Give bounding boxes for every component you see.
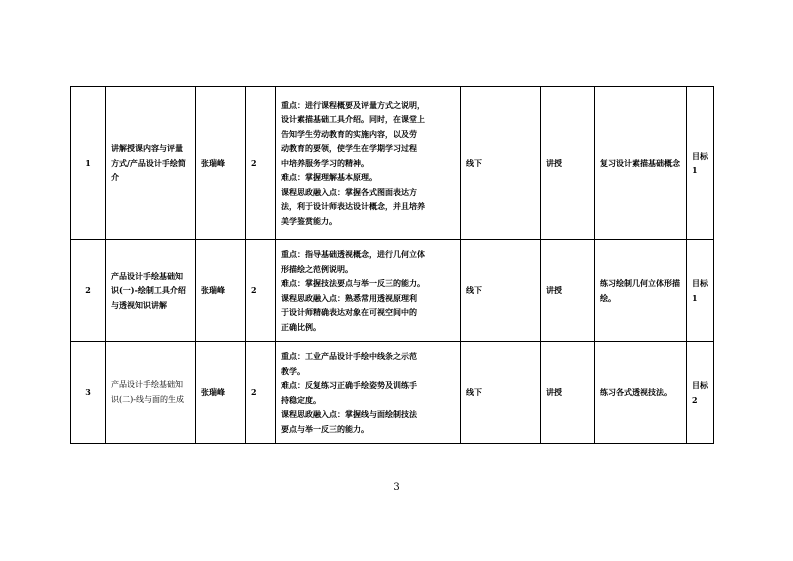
content-line: 中培养服务学习的精神。 — [281, 157, 369, 168]
page-number: 3 — [393, 482, 400, 493]
course-goal: 目标2 — [687, 342, 714, 444]
content-line: 课程思政融入点：掌握各式图面表达方 — [281, 186, 417, 197]
teaching-mode: 线下 — [461, 87, 541, 240]
lesson-title: 产品设计手绘基础知识(一)-绘制工具介绍与透视知识讲解 — [106, 240, 196, 342]
content-line: 重点：进行课程概要及评量方式之说明， — [281, 99, 425, 110]
lesson-content — [276, 87, 461, 240]
content-line: 设计素描基础工具介绍。同时，在课堂上 — [281, 114, 425, 125]
content-line: 教学。 — [281, 365, 305, 376]
course-goal: 目标1 — [687, 87, 714, 240]
content-line: 告知学生劳动教育的实施内容，以及劳 — [281, 128, 417, 139]
content-line: 重点：工业产品设计手绘中线条之示范 — [281, 351, 417, 361]
content-line: 法，利于设计师表达设计概念，并且培养 — [281, 201, 425, 212]
teaching-method: 讲授 — [541, 342, 595, 444]
homework: 复习设计素描基础概念 — [595, 87, 687, 240]
content-line: 持稳定度。 — [281, 394, 321, 405]
teaching-mode: 线下 — [461, 342, 541, 444]
row-number: 1 — [71, 87, 106, 240]
table-row — [71, 342, 714, 444]
teaching-method: 讲授 — [541, 240, 595, 342]
course-schedule-table — [70, 86, 714, 444]
content-line: 重点：指导基础透视概念，进行几何立体 — [281, 249, 425, 259]
teaching-method: 讲授 — [541, 87, 595, 240]
class-hours: 2 — [246, 342, 276, 444]
content-line: 要点与举一反三的能力。 — [281, 423, 369, 434]
content-line: 课程思政融入点：熟悉常用透视原理利 — [281, 292, 417, 303]
content-line: 课程思政融入点：掌握线与面绘制技法 — [281, 409, 417, 419]
content-line: 美学鉴赏能力。 — [281, 215, 337, 226]
lesson-title: 产品设计手绘基础知识(二)-线与面的生成 — [106, 342, 196, 444]
teaching-mode: 线下 — [461, 240, 541, 342]
teacher-name: 张瑞峰 — [196, 342, 246, 444]
lesson-content — [276, 342, 461, 444]
content-line: 正确比例。 — [281, 321, 321, 332]
content-line: 动教育的要领，使学生在学期学习过程 — [281, 143, 417, 154]
table-row — [71, 240, 714, 342]
course-goal: 目标1 — [687, 240, 714, 342]
content-line: 形描绘之范例说明。 — [281, 263, 353, 274]
content-line: 难点：掌握技法要点与举一反三的能力。 — [281, 278, 425, 288]
row-number: 2 — [71, 240, 106, 342]
homework: 练习各式透视技法。 — [595, 342, 687, 444]
content-line: 于设计师精确表达对象在可视空间中的 — [281, 307, 417, 317]
class-hours: 2 — [246, 87, 276, 240]
teacher-name: 张瑞峰 — [196, 240, 246, 342]
homework: 练习绘制几何立体形描绘。 — [595, 240, 687, 342]
table-row — [71, 87, 714, 240]
class-hours: 2 — [246, 240, 276, 342]
lesson-title: 讲解授课内容与评量方式/产品设计手绘简介 — [106, 87, 196, 240]
content-line: 难点：掌握理解基本原理。 — [281, 172, 377, 183]
row-number: 3 — [71, 342, 106, 444]
lesson-content — [276, 240, 461, 342]
teacher-name: 张瑞峰 — [196, 87, 246, 240]
content-line: 难点：反复练习正确手绘姿势及训练手 — [281, 380, 417, 390]
